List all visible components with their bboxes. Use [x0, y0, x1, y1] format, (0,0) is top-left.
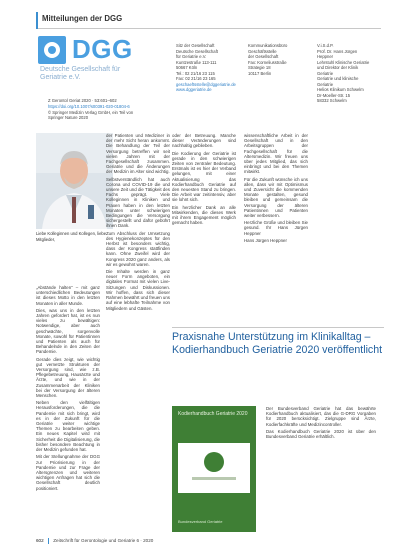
masthead-responsible	[317, 43, 369, 104]
masthead-line: Prof. Dr. Hans Jürgen	[317, 48, 358, 54]
journal-info	[48, 98, 133, 121]
article-column-1	[36, 285, 100, 530]
book-emblem	[178, 443, 250, 493]
masthead-line: 50667 Köln	[176, 65, 198, 70]
book-title: Kodierhandbuch Geriatrie 2020	[178, 411, 248, 417]
masthead-line: Tel.: 02 21/16 23 115	[176, 70, 215, 76]
copyright-line: © Springer Medizin Verlag GmbH, ein Teil von	[48, 109, 134, 115]
masthead-line: für Geriatrie e.V.	[176, 54, 207, 59]
article-divider	[172, 327, 384, 328]
masthead-line: Geriatrie	[317, 81, 334, 87]
paragraph: der Patienten und Mediziner in der mehr Sicht heran ankommt. Die Behandlung der Teil der Versorgung betreffen wir seit vielen Jahren mit der Fachgesellschaft zusammen. Geriatrie und die Änderungen der Medizin im Alter sind wichtig.	[106, 133, 170, 175]
paragraph: Neben den vielfältigen Herausforderungen, die die Pandemie mit sich bringt, wird es in der Zukunft für die Geriatrie weiter wichtige Themen zu bearbeiten geben. Ein neues Kapitel wird mit Sicherheit die Digitalisierung, die bisher besondere Beachtung in der Medizin gefunden hat.	[36, 400, 100, 453]
masthead-line: und Direktor der Klinik	[317, 65, 359, 70]
website-link[interactable]: www.dggeriatrie.de	[176, 87, 212, 92]
article-column-4	[244, 133, 308, 323]
paragraph: Selbstverständlich hat auch Corona und COVID-19 die und unsere Zeit und die Tätigkeit des Fachs geprägt. Viele Kolleginnen in Kliniken und Praxen haben in den letzten Monaten unter schwierigen Bedingungen die Versorgung sichergestellt und dafür gebührt ihnen Dank.	[106, 176, 170, 229]
email-link[interactable]: geschaeftsstelle@dggeriatrie.de	[176, 81, 236, 87]
book-publisher: Bundesverband Geriatrie	[178, 519, 223, 524]
masthead-office	[248, 43, 287, 76]
masthead-line: Geschäftsstelle	[248, 48, 277, 54]
logo-wordmark: DGG	[72, 34, 133, 64]
page-number: 602	[36, 538, 44, 544]
headline: Praxisnahe Unterstützung im Klinikalltag – Kodierhandbuch Geriatrie 2020 veröffentlicht	[172, 331, 383, 356]
paragraph: Die Kodierung der Geriatrie ist gerade in den schwierigen Zeiten von zentraler Bedeutung. Erstmals ist es hier der Verband gelungen, mit einer Aktualisierung das Kodierhandbuch Geriatrie auf den neuesten Stand zu bringen. Die Arbeit war zeitintensiv, aber sie lohnt sich.	[172, 150, 236, 203]
author-portrait	[36, 133, 113, 229]
paragraph: Die Inhalte werden in ganz neuer Form angeboten, ein digitales Format mit vielen Live-Sitzungen und Diskussionen. Wir hoffen, dass sich dieser Rahmen bewährt und freuen uns auf eine lebhafte Teilnahme von Mitgliedern und Gästen.	[106, 269, 170, 311]
header-rule	[38, 28, 381, 29]
portrait-photo	[36, 133, 113, 229]
paragraph: Dies, was uns in den letzten Jahren gefordert hat, ist es nun vieles zu bewältigen: Notwendige, aber auch geschwächte, sorgenvolle Monate, sowohl für Patientinnen und Patienten als auch für Behandelnde in den Zeiten der Pandemie.	[36, 307, 100, 355]
masthead-line: 58332 Schwelm	[317, 98, 347, 103]
masthead-line: Fax: Korneliusstraße	[248, 59, 287, 65]
paragraph: Zum Abschluss der Umsetzung des Hygienekonzeptes für den Herbst ist besonders wichtig, dass der Kongress stattfinden kann. Ohne Zweifel wird der Kongress 2020 ganz anders, als wir es gewohnt waren.	[106, 230, 170, 267]
page-footer	[36, 538, 153, 544]
masthead-line: der Gesellschaft	[248, 54, 279, 59]
journal-name: Zeitschrift für Gerontologie und Geriatrie 6 · 2020	[53, 538, 154, 544]
copyright-line: Springer Nature 2020	[48, 115, 89, 121]
masthead-line: Geriatrie und klinische	[317, 76, 359, 81]
paragraph: Für die Zukunft wünsche ich uns allen, dass wir mit Optimismus und Zuversicht die kommenden Monate gestalten, gesund bleiben und gemeinsam die Versorgung der älteren Patientinnen und Patienten weiter verbessern.	[244, 176, 308, 219]
masthead-seat	[176, 43, 236, 93]
book-cover	[172, 406, 256, 532]
dgg-logo	[38, 36, 146, 92]
dgg-logo-icon	[38, 36, 66, 64]
masthead-line: Heppner	[317, 54, 334, 59]
masthead-line: Geriatrie	[317, 70, 334, 76]
masthead-line: 10117 Berlin	[248, 70, 272, 76]
emblem-bar	[192, 477, 236, 480]
paragraph: Herzliche Grüße und bleiben Sie gesund. Ihr Hans Jürgen Heppner	[244, 220, 308, 236]
article-column-3	[172, 133, 236, 323]
masthead-line: V.i.S.d.P.	[317, 43, 334, 48]
section-label: Mitteilungen der DGG	[42, 14, 123, 23]
paragraph: „Abstände halten“ – mit ganz unterschiedlichen Bedeutungen ist dieses Motto in den letzten Monaten in aller Munde.	[36, 285, 100, 306]
masthead-line: Sitz der Gesellschaft	[176, 43, 215, 48]
author-signature: Hans Jürgen Heppner	[244, 237, 287, 243]
masthead-line: Kuntzestraße 113-111	[176, 59, 217, 65]
paragraph: Ein herzlicher Dank an alle Mitwirkenden, die dieses Werk mit ihrem Engagement möglich gemacht haben.	[172, 204, 236, 226]
paragraph: Gerade dies zeigt, wie wichtig gut vernetzte Strukturen der Versorgung sind, wie z.B. Pflegebetreuung, Hausärzte und Ärzte, und wie in der Zusammenarbeit der Kliniken bei der Versorgung der älteren Menschen.	[36, 356, 100, 399]
paragraph: Der Bundesverband Geriatrie hat das bewährte Kodierhandbuch aktualisiert, das die G-DRG Vorgaben für 2020 berücksichtigt. Zielgruppe sind Ärzte, Kodierfachkräfte und Medizincontroller.	[266, 406, 376, 427]
paragraph: Mit der Stellungnahme der DGG zur Priorisierung in der Pandemie und zur Frage der Altersgrenzen und weiteren wichtigen Anfragen hat sich die Gesellschaft deutlich positioniert.	[36, 454, 100, 491]
paragraph: Das Kodierhandbuch Geriatrie 2020 ist über den Bundesverband Geriatrie erhältlich.	[266, 428, 376, 440]
logo-subtitle: Deutsche Gesellschaft für Geriatrie e.V.	[40, 66, 121, 81]
masthead-line: Lehrstuhl Klinische Geriatrie	[317, 59, 370, 65]
citation-line: Z Gerontol Geriat 2020 · 53:601–602	[48, 98, 117, 103]
footer-separator	[48, 538, 49, 544]
paragraph: wissenschaftliche Arbeit in der Gesellschaft und in den Arbeitsgruppen der Fachgesellschaft für die Altersmedizin. Wir freuen uns über jedes Mitglied, das sich einbringt und bei den Themen mitwirkt.	[244, 133, 308, 175]
doi-link[interactable]: https://doi.org/10.1007/s00391-020-01804-6	[48, 103, 130, 109]
article-column-5	[266, 406, 376, 532]
masthead-line: Kommunikationsbüro	[248, 43, 288, 48]
masthead-line: Fax: 02 21/16 23 165	[176, 76, 216, 81]
emblem-circle-icon	[204, 452, 224, 472]
article-title	[172, 331, 384, 356]
article-column-2	[106, 133, 170, 530]
masthead-line: Dr-Moeller-Str. 15	[317, 92, 351, 98]
portrait-caption: Liebe Kolleginnen und Kollegen, liebe Mitglieder,	[36, 231, 107, 242]
paragraph: oder der Betreuung. Manche dieser Veränderungen sind nachhaltig geblieben.	[172, 133, 236, 149]
masthead-line: Strategie 18	[248, 65, 271, 70]
section-header	[36, 12, 381, 29]
masthead-line: Helios Klinikum Schwelm	[317, 87, 364, 92]
masthead-line: Deutsche Gesellschaft	[176, 48, 218, 54]
